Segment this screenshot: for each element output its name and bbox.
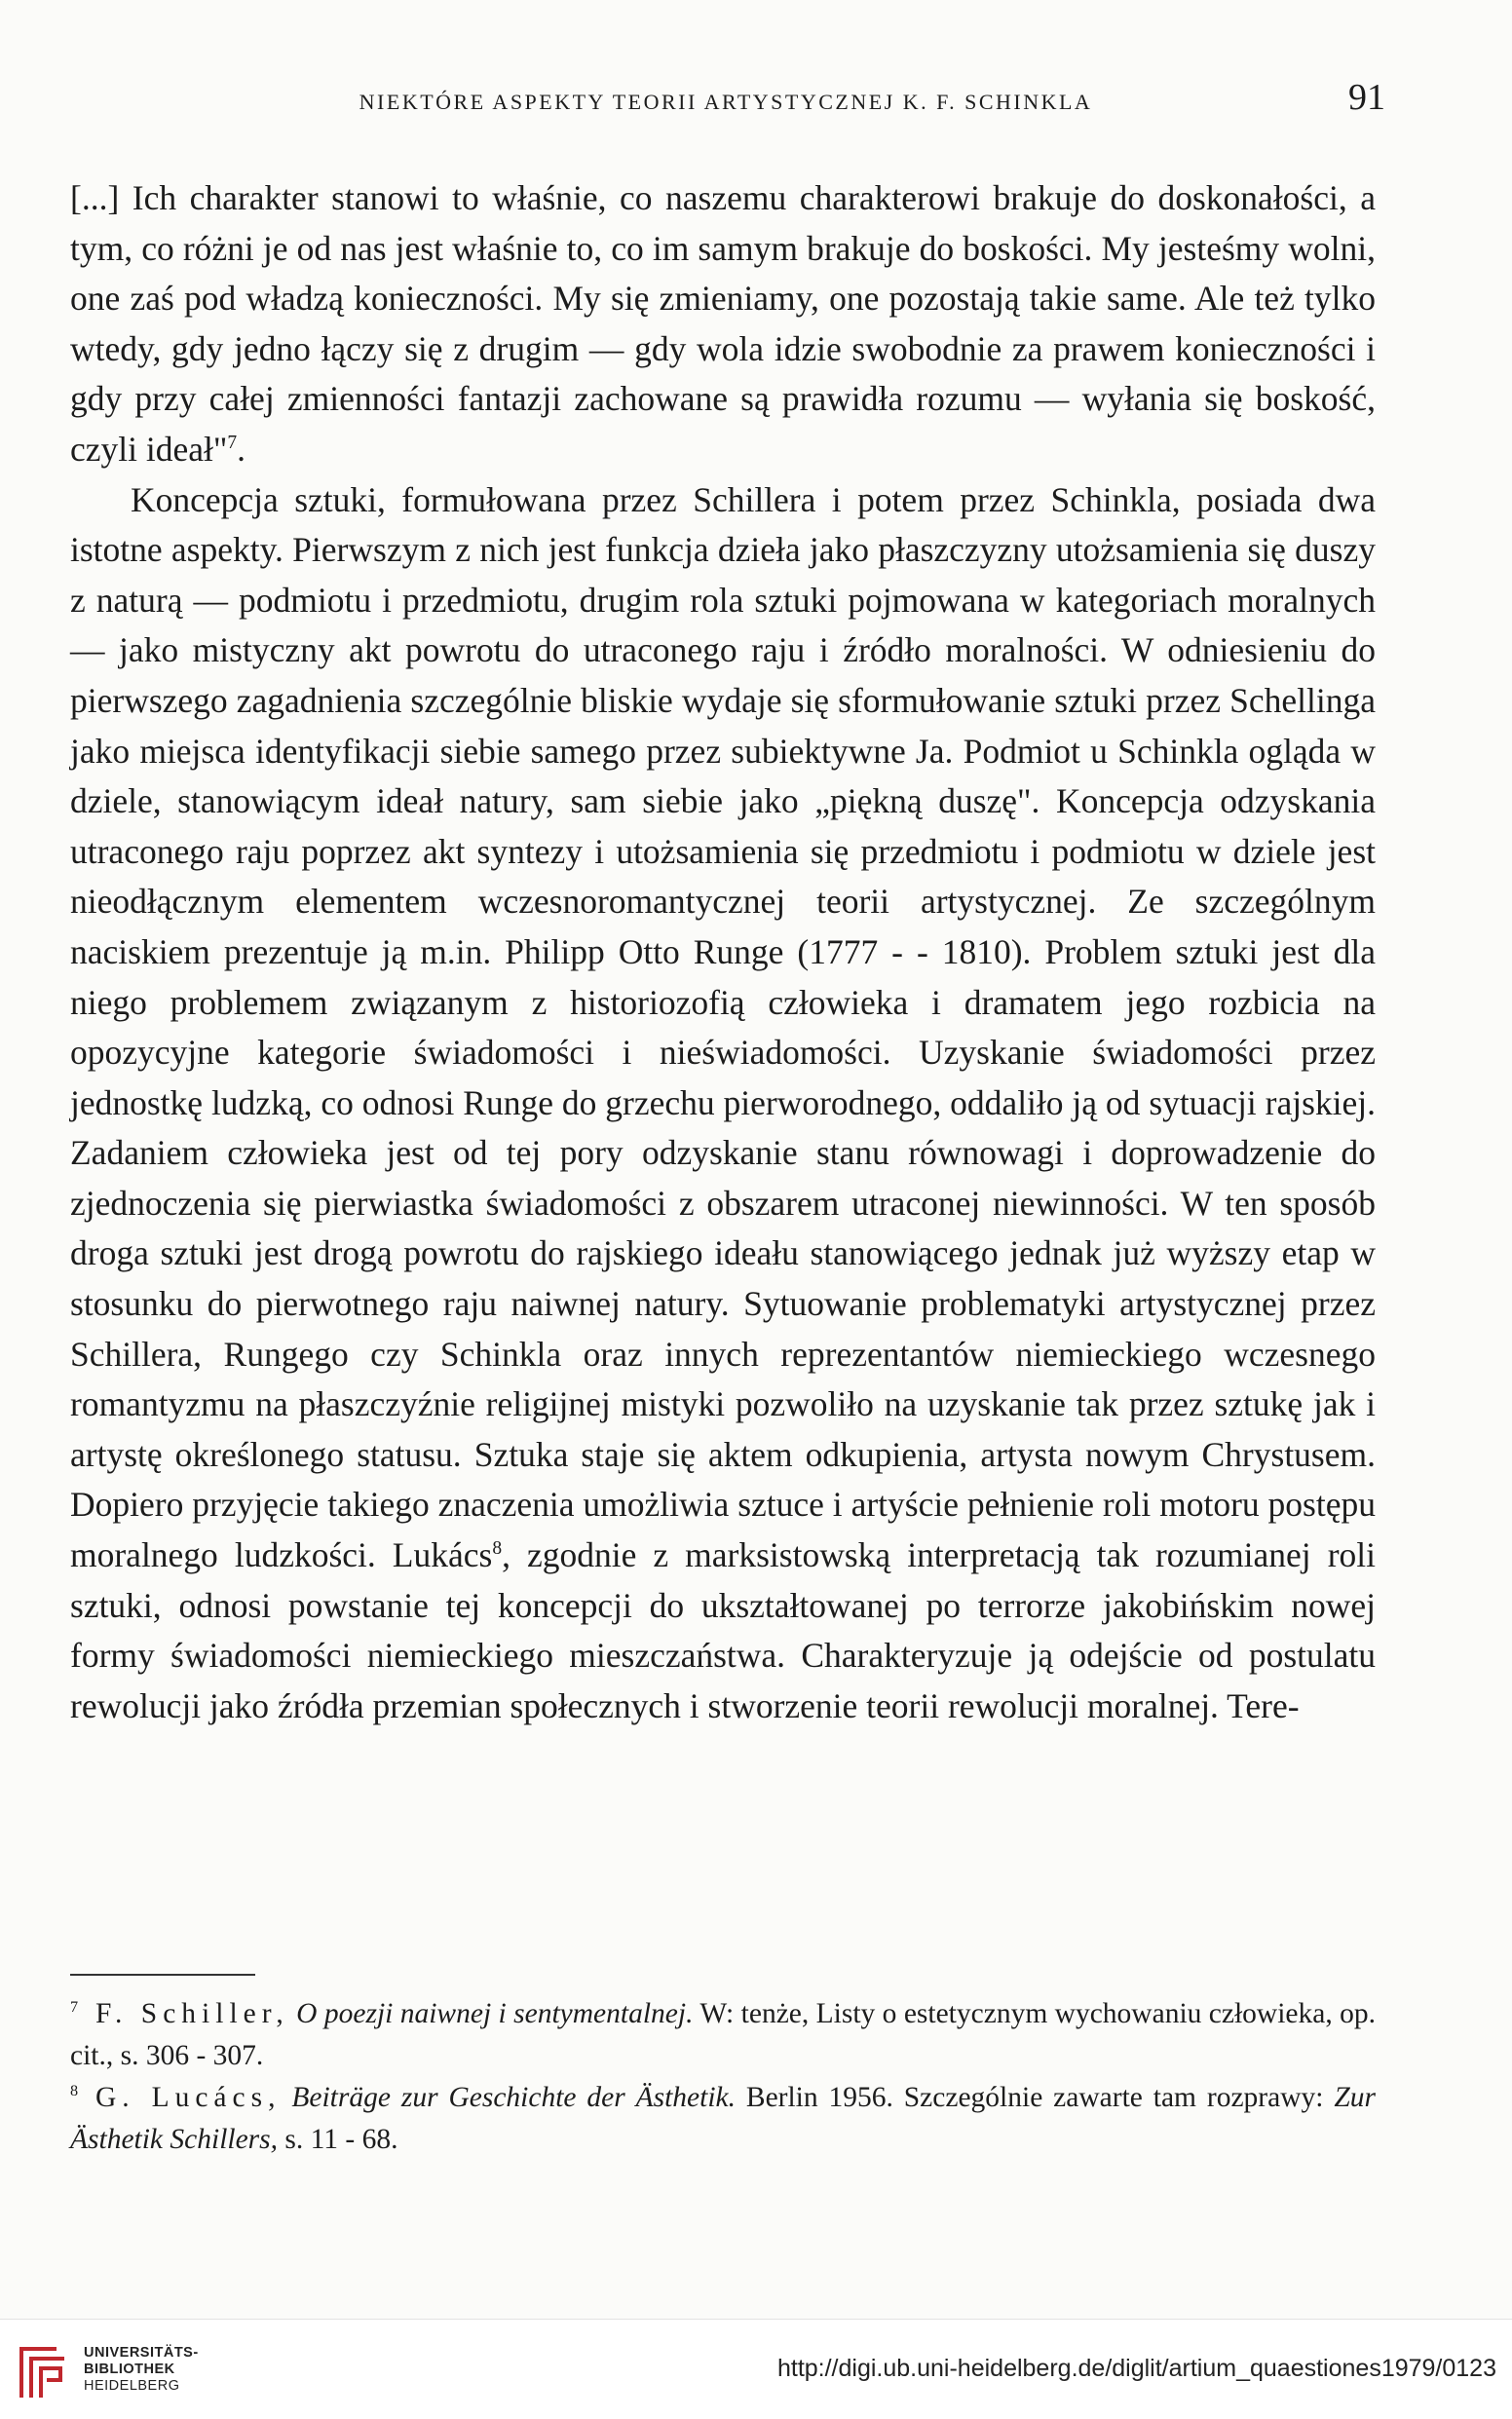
footnote-divider: [70, 1974, 255, 1976]
paragraph-main: Koncepcja sztuki, formułowana przez Schillera i potem przez Schinkla, posiada dwa istotne aspekty. Pierwszym z nich jest funkcja dzieła jako płaszczyzny utożsamienia się duszy z naturą — podmiotu i przedmiotu, drugim rola sztuki pojmowana w kategoriach moralnych — jako mistyczny akt powrotu do utraconego raju i źródło moralności. W odniesieniu do pierwszego zagadnienia szczególnie bliskie wydaje się sformułowanie sztuki przez Schellinga jako miejsca identyfikacji siebie samego przez subiektywne Ja. Podmiot u Schinkla ogląda w dziele, stanowiącym ideał natury, sam siebie jako „piękną duszę". Koncepcja odzyskania utraconego raju poprzez akt syntezy i utożsamienia się przedmiotu i podmiotu w dziele jest nieodłącznym elementem wczesnoromantycznej teorii artystycznej. Ze szczególnym naciskiem prezentuje ją m.in. Philipp Otto Runge (1777 - - 1810). Problem sztuki jest dla niego problemem związanym z historiozofią człowieka i dramatem jego rozbicia na opozycyjne kategorie świadomości i nieświadomości. Uzyskanie świadomości przez jednostkę ludzką, co odnosi Runge do grzechu pierworodnego, oddaliło ją od sytuacji rajskiej. Zadaniem człowieka jest od tej pory odzyskanie stanu równowagi i doprowadzenie do zjednoczenia się pierwiastka świadomości z obszarem utraconej niewinności. W ten sposób droga sztuki jest drogą powrotu do rajskiego ideału stanowiącego jednak już wyższy etap w stosunku do pierwotnego raju naiwnej natury. Sytuowanie problematyki artystycznej przez Schillera, Rungego czy Schinkla oraz innych reprezentantów niemieckiego wczesnego romantyzmu na płaszczyźnie religijnej mistyki pozwoliło na uzyskanie tak przez sztukę jak i artystę określonego statusu. Sztuka staje się aktem odkupienia, artysta nowym Chrystusem. Dopiero przyjęcie takiego znaczenia umożliwia sztuce i artyście pełnienie roli motoru postępu moralnego ludzkości. Lukács$^8$, zgodnie z marksistowską interpretacją tak rozumianej roli sztuki, odnosi powstanie tej koncepcji do ukształtowanej po terrorze jakobińskim nowej formy świadomości niemieckiego mieszczaństwa. Charakteryzuje ją odejście od postulatu rewolucji jako źródła przemian społecznych i stworzenie teorii rewolucji moralnej. Tere-: [70, 479, 1376, 1725]
library-footer: [0, 2319, 1512, 2419]
footnote-8: $^8$ G. Lucács, Beiträge zur Geschichte der Ästhetik. Berlin 1956. Szczególnie zawarte tam rozprawy: Zur Ästhetik Schillers, s. 11 - 68.: [70, 2082, 1376, 2155]
library-name: UNIVERSITÄTS- BIBLIOTHEK HEIDELBERG: [84, 2345, 199, 2394]
paragraph-quote: [...] Ich charakter stanowi to właśnie, co naszemu charakterowi brakuje do doskonałości, a tym, co różni je od nas jest właśnie to, co im samym brakuje do boskości. My jesteśmy wolni, one zaś pod władzą konieczności. My się zmieniamy, one pozostają takie same. Ale też tylko wtedy, gdy jedno łączy się z drugim — gdy wola idzie swobodnie za prawem konieczności i gdy przy całej zmienności fantazji zachowane są prawidła rozumu — wyłania się boskość, czyli ideał"$^7$.: [70, 178, 1376, 469]
footnotes: [70, 1993, 1376, 2161]
source-url-link[interactable]: http://digi.ub.uni-heidelberg.de/diglit/artium_quaestiones1979/0123: [776, 2355, 1496, 2382]
footnote-7: $^7$ F. Schiller, O poezji naiwnej i sentymentalnej. W: tenże, Listy o estetycznym wychowaniu człowieka, op. cit., s. 306 - 307.: [70, 1998, 1377, 2071]
footnote-ref-7[interactable]: 7: [227, 433, 238, 454]
body-text: [70, 173, 1376, 1731]
running-head: NIEKTÓRE ASPEKTY TEORII ARTYSTYCZNEJ K. F. SCHINKLA: [359, 90, 1093, 114]
page-number: 91: [1348, 77, 1385, 118]
library-logo-icon: [18, 2341, 68, 2400]
footnote-ref-8[interactable]: 8: [492, 1538, 503, 1560]
